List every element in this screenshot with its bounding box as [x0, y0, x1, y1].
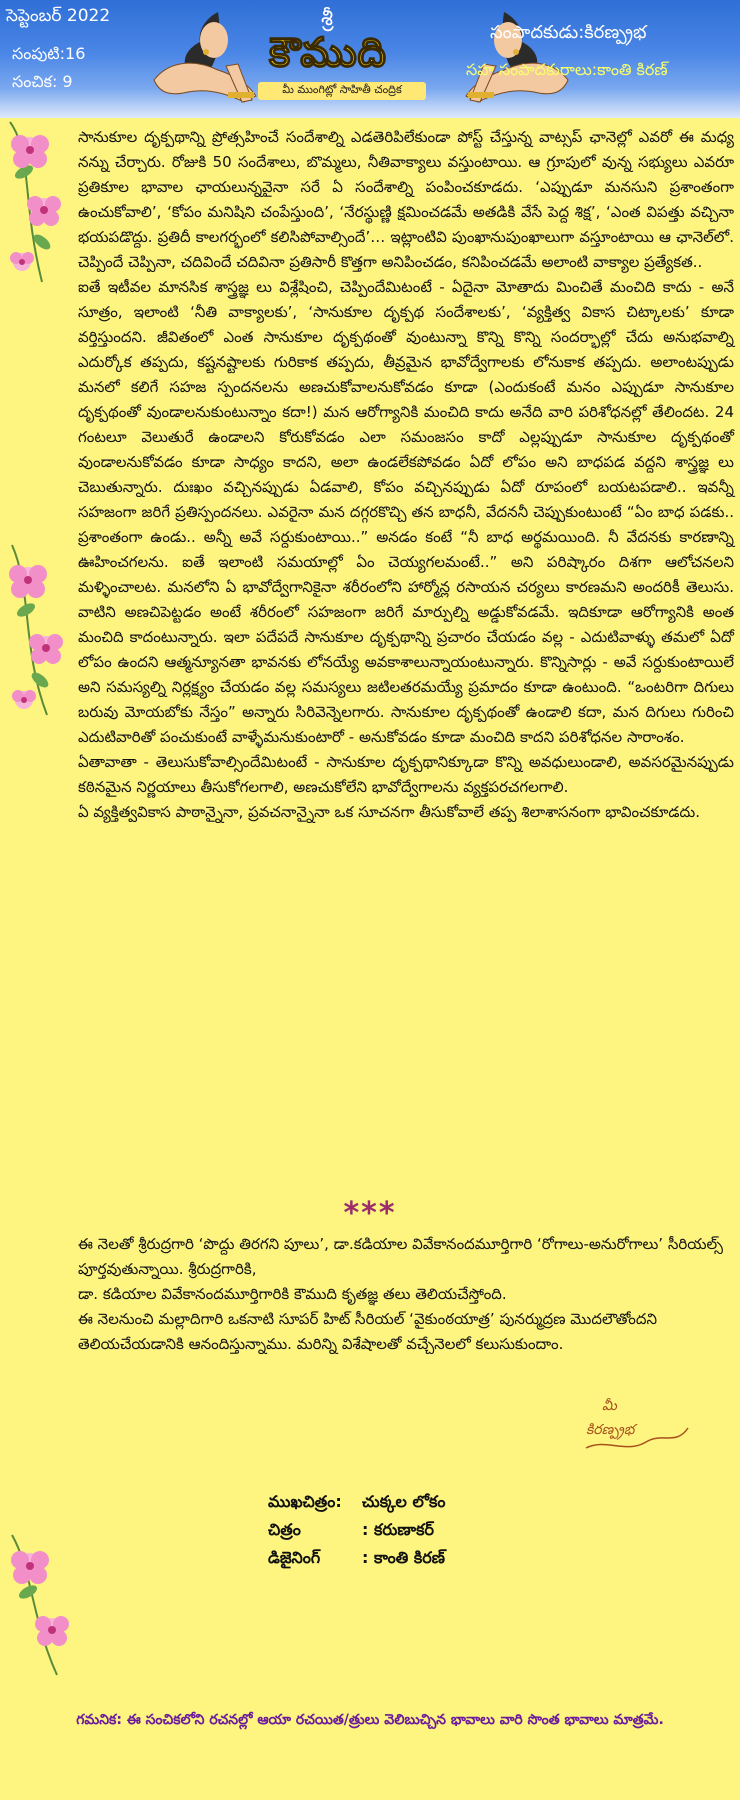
signature-line-2: కిరణ్ప్రభ: [586, 1422, 635, 1438]
pink-flower-icon: [2, 112, 72, 287]
signature-line-1: మీ: [602, 1398, 617, 1414]
editor-signature: [576, 1398, 694, 1460]
credit-label: చిత్రం: [268, 1520, 301, 1539]
announcement-paragraph: డా. కడియాల వివేకానందమూర్తిగారికి కౌముది కృతజ్ఞ తలు తెలియచేస్తోంది.: [78, 1285, 507, 1303]
announcement-body: [78, 1232, 734, 1357]
editorial-paragraph: ఏతావాతా - తెలుసుకోవాల్సిందేమిటంటే - సానుకూల దృక్పథానిక్కూడా కొన్ని అవధులుండాలి, అవసరమైనప్పుడు కఠినమైన నిర్ణయాలు తీసుకోగలగాలి, అణచుకోలేని భావోద్వేగాలను వ్యక్తపరచగలగాలి.: [78, 753, 734, 796]
masthead: [269, 28, 387, 78]
credit-value: : కాంతి కిరణ్: [362, 1548, 445, 1567]
credit-value: : కరుణాకర్: [362, 1520, 434, 1539]
pink-flower-icon: [2, 1530, 82, 1680]
tagline-banner: [258, 82, 426, 100]
magazine-header: [0, 0, 740, 118]
issue-number: సంచిక: 9: [12, 72, 73, 91]
announcement-paragraph: ఈ నెలతో శ్రీరుద్రగారి ‘పొద్దు తిరగని పూలు’, డా.కడియాల వివేకానందమూర్తిగారి ‘రోగాలు-అనురోగాలు’ సీరియల్స్ పూర్తవుతున్నాయి. శ్రీరుద్రగారికి,: [78, 1235, 723, 1278]
credit-label: ముఖచిత్రం:: [268, 1492, 342, 1511]
section-separator: ***: [343, 1196, 397, 1231]
editorial-body: [78, 125, 734, 825]
editor-credit: సంపాదకుడు:కిరణ్ప్రభ: [490, 22, 647, 43]
issue-credits: [268, 1488, 445, 1572]
coeditor-credit: సహ సంపాదకురాలు:కాంతి కిరణ్: [466, 60, 668, 79]
editorial-paragraph: సానుకూల దృక్పథాన్ని ప్రోత్సహించే సందేశాల్ని ఎడతెరిపిలేకుండా పోస్ట్ చేస్తున్న వాట్సప్ ఛానెల్లో ఎవరో ఈ మధ్య నన్ను చేర్చారు. రోజుకి 50 సందేశాలు, బొమ్మలు, నీతివాక్యాలు వస్తుంటాయి. ఆ గ్రూపులో వున్న సభ్యులు ఎవరూ ప్రతికూల భావాల ఛాయలున్నవైనా సరే ఏ సందేశాల్ని పంపించకూడదు. ‘ఎప్పుడూ మనసుని ప్రశాంతంగా ఉంచుకోవాలి’, ‘కోపం మనిషిని చంపేస్తుంది’, ‘నేరస్థుణ్ణి క్షమించడమే అతడికి వేసే పెద్ద శిక్ష’, ‘ఎంత విపత్తు వచ్చినా భయపడొద్దు. ప్రతిదీ కాలగర్భంలో కలిసిపోవాల్సిందే’… ఇట్లాంటివి పుంఖానుపుంఖాలుగా వస్తూంటాయి ఆ ఛానెల్‌లో. చెప్పిందే చెప్పినా, చదివిందే చదివినా ప్రతిసారీ కొత్తగా అనిపించడం, కనిపించడమే అలాంటి వాక్యాల ప్రత్యేకత..: [78, 128, 734, 271]
tagline: మీ ముంగిట్లో సాహితీ చంద్రిక: [282, 83, 402, 96]
shri-title: శ్రీ: [321, 6, 334, 31]
credit-row: [268, 1488, 445, 1516]
credit-row: [268, 1516, 445, 1544]
pink-flower-icon: [2, 540, 72, 720]
credit-value: చుక్కల లోకం: [362, 1492, 446, 1511]
announcement-paragraph: ఈ నెలనుంచి మల్లాదిగారి ఒకనాటి సూపర్ హిట్ సీరియల్ ‘వైకుంఠయాత్ర’ పునర్ముద్రణ మొదలౌతోందని తెలియచేయడానికి ఆనందిస్తున్నాము. మరిన్ని విశేషాలతో వచ్చేనెలలో కలుసుకుందాం.: [78, 1310, 658, 1353]
disclaimer-note: గమనిక: ఈ సంచికలోని రచనల్లో ఆయా రచయిత/త్రులు వెలిబుచ్చిన భావాలు వారి సొంత భావాలు మాత్రమే.: [76, 1712, 664, 1728]
editorial-paragraph: ఐతే ఇటీవల మానసిక శాస్త్రజ్ఞ లు విశ్లేషించి, చెప్పిందేమిటంటే - ఏదైనా మోతాదు మించితే మంచిది కాదు - అనే సూత్రం, ఇలాంటి ‘నీతి వాక్యాలకు’, ‘సానుకూల దృక్పథ సందేశాలకు’, ‘వ్యక్తిత్వ వికాస చిట్కాలకు’ కూడా వర్తిస్తుందని. జీవితంలో ఎంత సానుకూల దృక్పథంతో వుంటున్నా కొన్ని కొన్ని సందర్భాల్లో చేదు అనుభవాల్ని ఎదుర్కోక తప్పదు, కష్టనష్టాలకు గురికాక తప్పదు, తీవ్రమైన భావోద్వేగాలకు లోనుకాక తప్పదు. అలాంటప్పుడు మనలో కలిగే సహజ స్పందనలను అణచుకోవాలనుకోవడం కూడా (ఎందుకంటే మనం ఎప్పుడూ సానుకూల దృక్పథంతో వుండాలనుకుంటున్నాం కదా!) మన ఆరోగ్యానికి మంచిది కాదు అనేది వారి పరిశోధనల్లో తేలిందట. 24 గంటలూ వెలుతురే ఉండాలని కోరుకోవడం ఎలా సమంజసం కాదో ఎల్లప్పుడూ సానుకూల దృక్పథంతో వుండాలనుకోవడం కూడా సాధ్యం కాదని, అలా ఉండలేకపోవడం ఏదో లోపం అని బాధపడ వద్దని శాస్త్రజ్ఞ లు చెబుతున్నారు. దుఃఖం వచ్చినప్పుడు ఏడవాలి, కోపం వచ్చినప్పుడు ఏదో రూపంలో బయటపడాలి.. ఇవన్నీ సహజంగా జరిగే ప్రతిస్పందనలు. ఎవరైనా మన దగ్గరకొచ్చి తన బాధనీ, వేదననీ చెప్పుకుంటుంటే “ఏం బాధ పడకు.. ప్రశాంతంగా ఉండు.. అన్నీ అవే సర్దుకుంటాయి..” అనడం కంటే “నీ బాధ అర్థమయింది. నీ వేదనకు కారణాన్ని ఊహించగలను. ఐతే ఇలాంటి సమయాల్లో ఏం చెయ్యగలమంటే..” అని పరిష్కారం దిశగా ఆలోచనలని మళ్ళించాలట. మనలోని ఏ భావోద్వేగానికైనా శరీరంలోని హార్మోన్ల రసాయన చర్యలు కారణమని అందరికీ తెలుసు. వాటిని అణచిపెట్టడం అంటే శరీరంలో సహజంగా జరిగే మార్పుల్ని అడ్డుకోవడమే. ఇదికూడా ఆరోగ్యానికి అంత మంచిది కాదంటున్నారు. ఇలా పదేపదే సానుకూల దృక్పథాన్ని ప్రచారం చేయడం వల్ల - ఎదుటివాళ్ళు తమలో ఏదో లోపం ఉందని ఆత్మన్యూనతా భావనకు లోనయ్యే అవకాశాలున్నాయంటున్నారు. కొన్నిసార్లు - అవే సర్దుకుంటాయిలే అని సమస్యల్ని నిర్లక్ష్యం చేయడం వల్ల సమస్యలు జటిలతరమయ్యే ప్రమాదం కూడా ఉంటుంది. “ఒంటరిగా దిగులు బరువు మోయబోకు నేస్తం” అన్నారు సిరివెన్నెలగారు. సానుకూల దృక్పథంతో ఉండాలి కదా, మన దిగులు గురించి ఎదుటివారితో పంచుకుంటే వాళ్ళేమనుకుంటారో - అనుకోవడం కూడా మంచిది కాదని పరిశోధనల సారాంశం.: [78, 278, 734, 746]
volume-number: సంపుటి:16: [12, 44, 86, 63]
credit-row: [268, 1544, 445, 1572]
issue-date: సెప్టెంబర్ 2022: [6, 6, 111, 26]
namaste-hands-left-icon: [148, 10, 260, 110]
credit-label: డిజైనింగ్: [268, 1548, 321, 1567]
editorial-paragraph: ఏ వ్యక్తిత్వవికాస పాఠాన్నైనా, ప్రవచనాన్నైనా ఒక సూచనగా తీసుకోవాలే తప్ప శిలాశాసనంగా భావించకూడదు.: [78, 803, 701, 821]
masthead-title: కౌముది: [269, 28, 387, 76]
